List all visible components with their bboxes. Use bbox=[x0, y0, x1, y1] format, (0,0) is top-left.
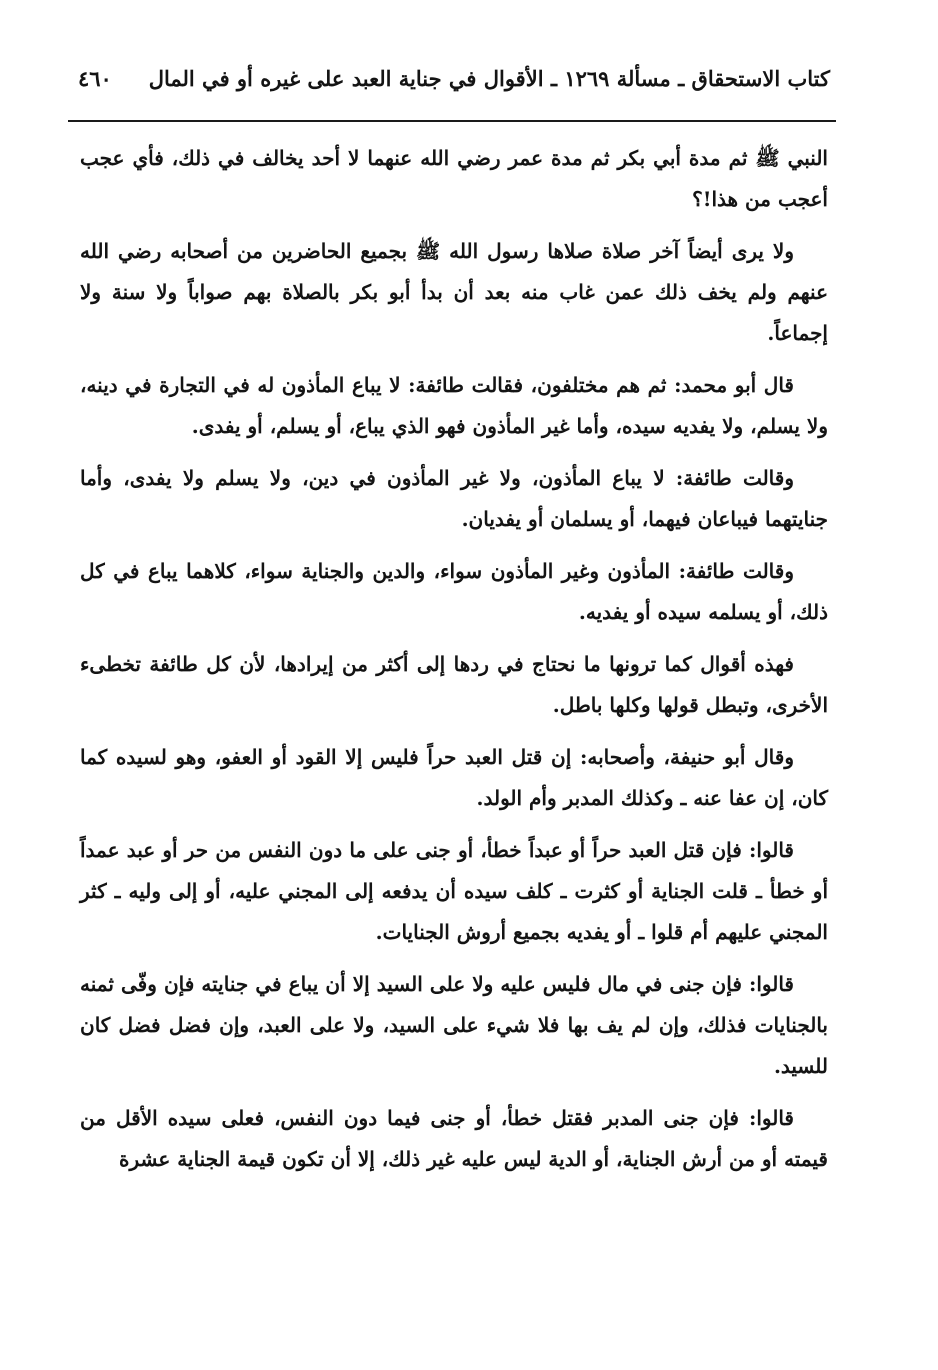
paragraph: وقالت طائفة: لا يباع المأذون، ولا غير المأذون في دين، ولا يسلم ولا يفدى، وأما جنايتهما فيباعان فيهما، أو يسلمان أو يفديان. bbox=[80, 466, 828, 531]
page-number: ٤٦٠ bbox=[78, 66, 112, 91]
paragraph: قالوا: فإن جنى في مال فليس عليه ولا على السيد إلا أن يباع في جنايته فإن وفّى ثمنه بالجنايات فذلك، وإن لم يف بها فلا شيء على السيد، ولا على العبد، وإن فضل فضل كان للسيد. bbox=[80, 972, 828, 1078]
paragraph: قال أبو محمد: ثم هم مختلفون، فقالت طائفة: لا يباع المأذون له في التجارة في دينه، ولا يسلم، ولا يفديه سيده، وأما غير المأذون فهو الذي يباع، أو يسلم، أو يفدى. bbox=[80, 373, 828, 438]
paragraph: وقال أبو حنيفة، وأصحابه: إن قتل العبد حراً فليس إلا القود أو العفو، وهو لسيده كما كان، إن عفا عنه ـ وكذلك المدبر وأم الولد. bbox=[80, 745, 828, 810]
paragraph: فهذه أقوال كما ترونها ما نحتاج في ردها إلى أكثر من إيرادها، لأن كل طائفة تخطىء الأخرى، وتبطل قولها وكلها باطل. bbox=[80, 652, 828, 717]
paragraph: وقالت طائفة: المأذون وغير المأذون سواء، والدين والجناية سواء، كلاهما يباع في كل ذلك، أو يسلمه سيده أو يفديه. bbox=[80, 559, 828, 624]
paragraph: قالوا: فإن جنى المدبر فقتل خطأ، أو جنى فيما دون النفس، فعلى سيده الأقل من قيمته أو من أرش الجناية، أو الدية ليس عليه غير ذلك، إلا أن تكون قيمة الجناية عشرة bbox=[80, 1106, 828, 1171]
paragraph: النبي ﷺ ثم مدة أبي بكر ثم مدة عمر رضي الله عنهما لا أحد يخالف في ذلك، فأي عجب أعجب من هذا!؟ bbox=[80, 146, 828, 211]
paragraph: ولا يرى أيضاً آخر صلاة صلاها رسول الله ﷺ بجميع الحاضرين من أصحابه رضي الله عنهم ولم يخف ذلك عمن غاب منه بعد أن بدأ أبو بكر بالصلاة بهم صواباً ولا سنة ولا إجماعاً. bbox=[80, 239, 828, 345]
page-header bbox=[78, 62, 830, 102]
header-divider bbox=[68, 120, 836, 122]
body-text bbox=[80, 138, 828, 1191]
paragraph: قالوا: فإن قتل العبد حراً أو عبداً خطأ، أو جنى على ما دون النفس من حر أو عبد عمداً أو خطأ ـ قلت الجناية أو كثرت ـ كلف سيده أن يدفعه إلى المجني عليه، أو إلى وليه ـ كثر المجني عليهم أم قلوا ـ أو يفديه بجميع أروش الجنايات. bbox=[80, 838, 828, 944]
running-title: كتاب الاستحقاق ـ مسألة ١٢٦٩ ـ الأقوال في جناية العبد على غيره أو في المال bbox=[148, 66, 830, 91]
